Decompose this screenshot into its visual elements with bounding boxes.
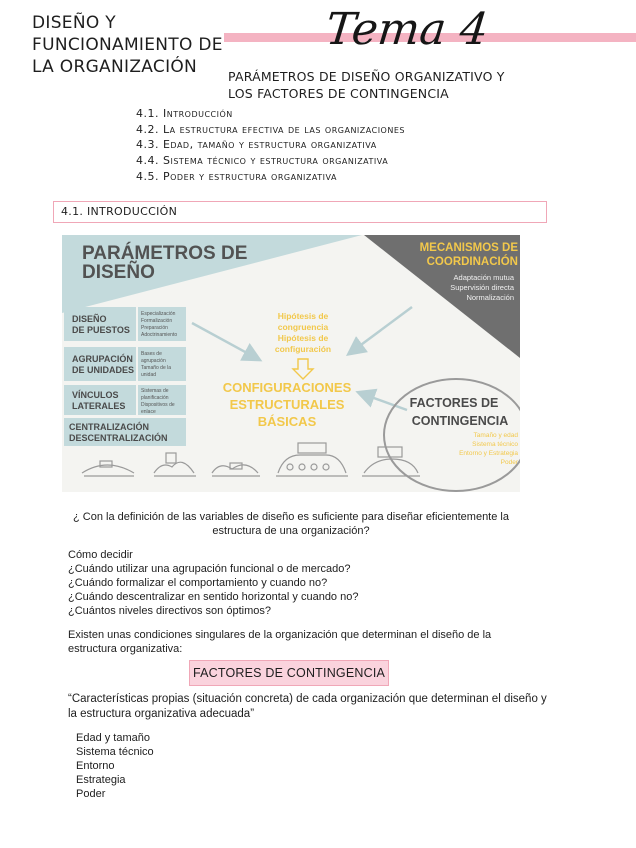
topic-subtitle: PARÁMETROS DE DISEÑO ORGANIZATIVO Y LOS FACTORES DE CONTINGENCIA: [228, 69, 505, 101]
contingency-item: Sistema técnico: [472, 441, 518, 448]
param-detail: planificación: [141, 395, 169, 401]
arrow-contingency: [360, 393, 407, 410]
diagram-svg: [62, 235, 520, 492]
mechanism-item: Supervisión directa: [450, 283, 514, 292]
mechanism-item: Adaptación mutua: [453, 273, 514, 282]
hypothesis-text: Hipótesis de: [277, 311, 329, 321]
config-sketch: [154, 453, 196, 476]
param-detail: Preparación: [141, 325, 168, 331]
diagram-title-line1: PARÁMETROS DE: [82, 243, 248, 264]
param-detail: Formalización: [141, 318, 173, 324]
param-detail: Dispositivos de: [141, 402, 175, 408]
definition-quote: “Características propias (situación concreta) de cada organización que determinan el diseño y la estructura organizativa adecuada”: [68, 693, 547, 720]
arrow-params: [192, 323, 258, 359]
configuration-sketches: [82, 443, 420, 476]
tema-title: Tema 4: [323, 4, 491, 55]
param-box-vinculos: [64, 385, 186, 415]
param-label: AGRUPACIÓN: [72, 354, 133, 364]
mechanism-item: Normalización: [466, 293, 514, 302]
section-title: 4.1. INTRODUCCIÓN: [61, 205, 178, 218]
contingency-title-line1: FACTORES DE: [409, 396, 499, 410]
mechanisms-title-line2: COORDINACIÓN: [426, 256, 518, 268]
section-header: [53, 201, 547, 223]
configurations-text: BÁSICAS: [257, 414, 317, 429]
toc-item: 4.4. Sistema técnico y estructura organizativa: [136, 154, 389, 168]
config-sketch: [82, 461, 134, 476]
param-label: DE PUESTOS: [72, 325, 130, 335]
param-detail: Bases de: [141, 351, 162, 357]
mechanisms-title-line1: MECANISMOS DE: [419, 242, 518, 254]
diagram-title-line2: DISEÑO: [82, 262, 155, 283]
toc-item: 4.5. Poder y estructura organizativa: [136, 169, 337, 183]
list-item: Estrategia: [76, 774, 126, 786]
contingency-factors-box: [189, 660, 389, 686]
param-label: CENTRALIZACIÓN: [69, 422, 149, 432]
list-item: Edad y tamaño: [76, 732, 150, 744]
param-label: VÍNCULOS: [72, 390, 119, 400]
param-detail: Tamaño de la: [141, 365, 172, 371]
param-detail: Sistemas de: [141, 388, 169, 394]
contingency-title-line2: CONTINGENCIA: [411, 414, 509, 428]
param-box-centralizacion: [64, 418, 186, 446]
list-item: ¿Cuándo utilizar una agrupación funcional o de mercado?: [68, 563, 351, 575]
param-detail: unidad: [141, 372, 157, 378]
down-arrow-icon: [293, 359, 313, 379]
conditions-paragraph: Existen unas condiciones singulares de la organización que determinan el diseño de la estructura organizativa:: [68, 629, 492, 655]
param-label: DESCENTRALIZACIÓN: [69, 433, 168, 443]
toc-item: 4.1. Introducción: [136, 107, 233, 120]
toc-item: 4.2. La estructura efectiva de las organizaciones: [136, 122, 405, 136]
config-sketch: [362, 447, 420, 476]
contingency-item: Entorno y Estrategia: [459, 450, 518, 457]
configurations-text: CONFIGURACIONES: [222, 380, 352, 395]
param-detail: Especialización: [141, 311, 176, 317]
subject-title: DISEÑO Y FUNCIONAMIENTO DE LA ORGANIZACIÓN: [32, 13, 223, 77]
hypothesis-text: Hipótesis de: [277, 333, 329, 343]
table-of-contents: [136, 106, 405, 185]
config-sketch: [212, 463, 260, 476]
contingency-item: Tamaño y edad: [473, 432, 518, 439]
factors-list: [76, 731, 154, 801]
param-detail: enlace: [141, 409, 156, 415]
list-item: Sistema técnico: [76, 746, 154, 758]
list-item: Cómo decidir: [68, 549, 133, 561]
contingency-item: Poder: [500, 459, 518, 466]
decision-questions: [68, 548, 358, 618]
list-item: ¿Cuándo formalizar el comportamiento y cuando no?: [68, 577, 328, 589]
question-text: ¿ Con la definición de las variables de diseño es suficiente para diseñar eficientemente la estructura de una organización?: [73, 511, 509, 537]
toc-item: 4.3. Edad, tamaño y estructura organizativa: [136, 138, 377, 152]
configurations-text: ESTRUCTURALES: [229, 397, 345, 412]
list-item: ¿Cuándo descentralizar en sentido horizontal y cuando no?: [68, 591, 359, 603]
hypothesis-text: congruencia: [277, 322, 329, 332]
param-detail: Adoctrinamiento: [141, 332, 178, 338]
arrow-mechanisms: [350, 307, 412, 353]
param-box-puestos: [64, 307, 186, 341]
param-detail: agrupación: [141, 358, 166, 364]
param-label: DE UNIDADES: [72, 365, 135, 375]
list-item: Poder: [76, 788, 106, 800]
hypothesis-text: configuración: [274, 344, 332, 354]
config-sketch: [276, 443, 348, 476]
list-item: Entorno: [76, 760, 115, 772]
param-label: LATERALES: [72, 401, 126, 411]
param-label: DISEÑO: [72, 314, 107, 324]
contingency-factors-label: FACTORES DE CONTINGENCIA: [192, 666, 386, 680]
list-item: ¿Cuántos niveles directivos son óptimos?: [68, 605, 271, 617]
param-box-agrupacion: [64, 347, 186, 381]
design-parameters-diagram: [62, 235, 520, 492]
